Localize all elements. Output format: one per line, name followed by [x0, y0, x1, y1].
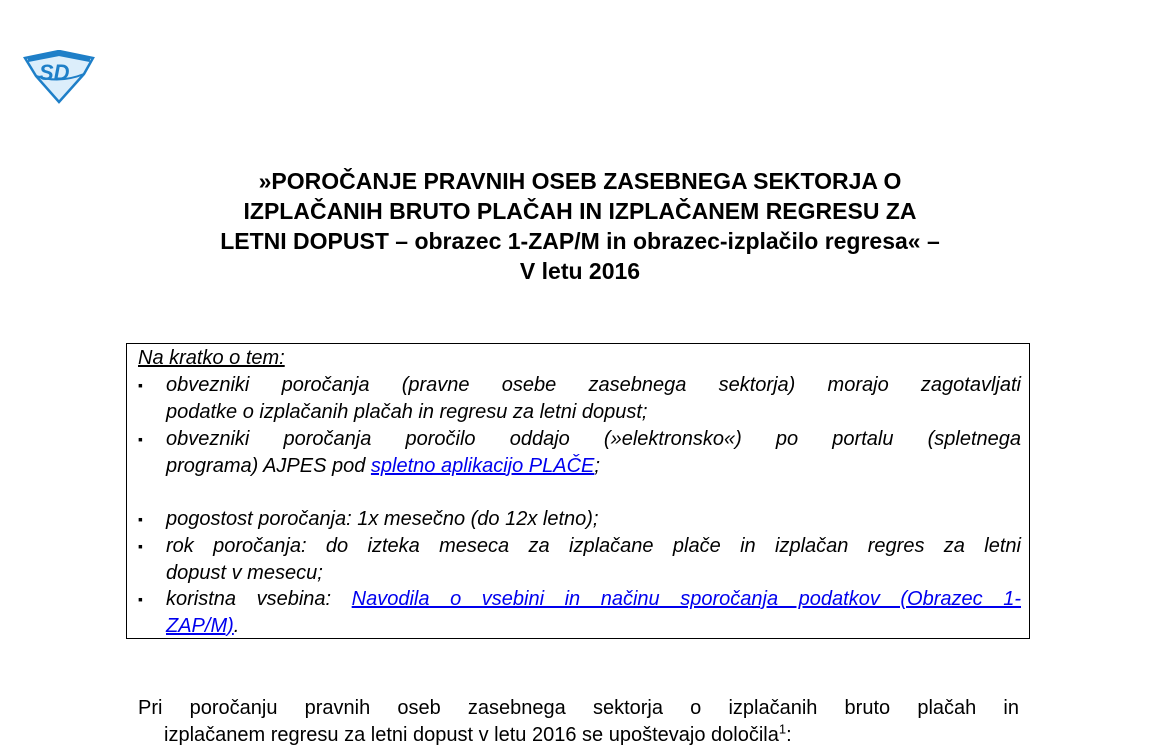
shield-logo-icon — [22, 50, 96, 104]
bullet-icon: ▪ — [138, 586, 156, 613]
paragraph-text: : — [786, 724, 792, 746]
list-item-line — [166, 586, 1021, 613]
list-item-line: podatke o izplačanih plačah in regresu za letni dopust; — [166, 399, 1021, 426]
paragraph-text: izplačanem regresu za letni dopust v letu 2016 se upoštevajo določila — [164, 724, 779, 746]
company-logo — [22, 50, 96, 104]
list-item-line: obvezniki poročanja (pravne osebe zasebnega sektorja) morajo zagotavljati — [166, 372, 1021, 399]
paragraph-line — [138, 722, 1019, 748]
summary-heading: Na kratko o tem: — [138, 345, 285, 372]
title-line: LETNI DOPUST – obrazec 1-ZAP/M in obrazec-izplačilo regresa« – — [150, 226, 1010, 256]
list-item-line — [166, 613, 1021, 640]
list-item-line: obvezniki poročanja poročilo oddajo (»elektronsko«) po portalu (spletnega — [166, 426, 1021, 453]
logo-letters: SD — [39, 60, 70, 85]
footnote-reference[interactable]: 1 — [779, 721, 786, 736]
bullet-icon: ▪ — [138, 506, 156, 533]
title-line: IZPLAČANIH BRUTO PLAČAH IN IZPLAČANEM REGRESU ZA — [150, 196, 1010, 226]
list-item-text: ; — [594, 455, 600, 477]
list-item-line: dopust v mesecu; — [166, 560, 1021, 587]
list-item-line: pogostost poročanja: 1x mesečno (do 12x letno); — [166, 506, 1021, 533]
body-paragraph — [138, 695, 1019, 748]
instructions-link-continued[interactable]: ZAP/M) — [166, 615, 234, 637]
list-item — [166, 506, 1021, 533]
document-title — [150, 166, 1010, 286]
bullet-icon: ▪ — [138, 426, 156, 453]
list-item — [166, 586, 1021, 639]
list-item-text: . — [234, 615, 240, 637]
list-item-text: koristna vsebina: — [166, 588, 352, 610]
list-item-line: rok poročanja: do izteka meseca za izplačane plače in izplačan regres za letni — [166, 533, 1021, 560]
instructions-link[interactable]: Navodila o vsebini in načinu sporočanja podatkov (Obrazec 1- — [352, 588, 1021, 610]
summary-box — [126, 343, 1030, 639]
title-line: »POROČANJE PRAVNIH OSEB ZASEBNEGA SEKTORJA O — [150, 166, 1010, 196]
list-item — [166, 372, 1021, 425]
bullet-icon: ▪ — [138, 372, 156, 399]
title-line: V letu 2016 — [150, 256, 1010, 286]
list-item — [166, 426, 1021, 479]
paragraph-line: Pri poročanju pravnih oseb zasebnega sektorja o izplačanih bruto plačah in — [138, 695, 1019, 722]
place-app-link[interactable]: spletno aplikacijo PLAČE — [371, 455, 594, 477]
bullet-icon: ▪ — [138, 533, 156, 560]
list-item-line — [166, 453, 1021, 480]
list-item — [166, 533, 1021, 586]
list-item-text: programa) AJPES pod — [166, 455, 371, 477]
